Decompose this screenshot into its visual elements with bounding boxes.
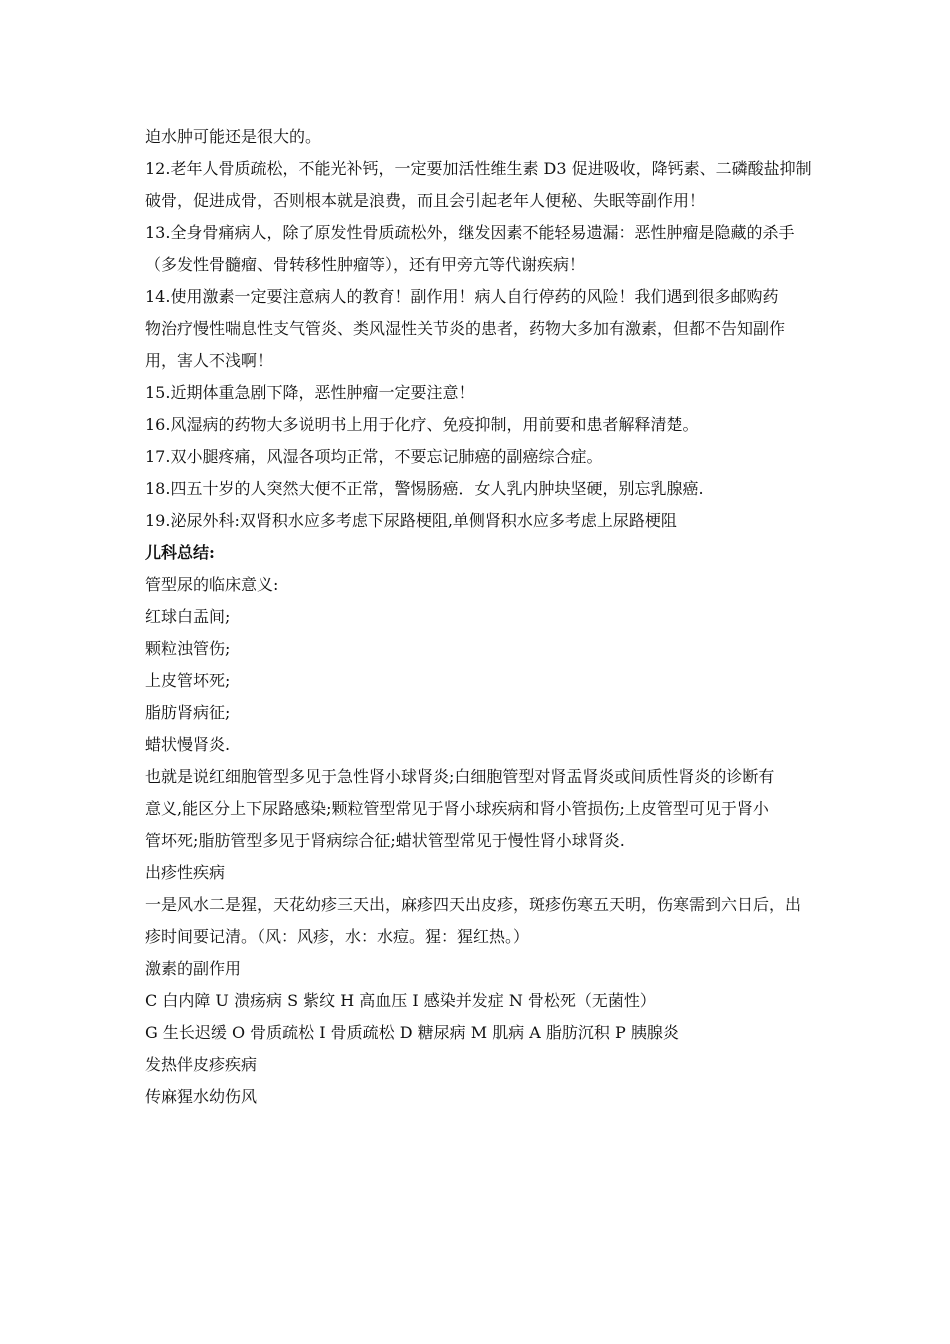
text-line: 上皮管坏死; <box>145 671 231 690</box>
text-line: 传麻猩水幼伤风 <box>145 1087 258 1106</box>
text-line: 激素的副作用 <box>145 959 242 978</box>
text-line: 管坏死;脂肪管型多见于肾病综合征;蜡状管型常见于慢性肾小球肾炎. <box>145 831 625 850</box>
text-line: 14.使用激素一定要注意病人的教育！副作用！病人自行停药的风险！我们遇到很多邮购药 <box>145 287 779 306</box>
text-line: 红球白盂间; <box>145 607 231 626</box>
text-line: 13.全身骨痛病人，除了原发性骨质疏松外，继发因素不能轻易遗漏：恶性肿瘤是隐藏的杀手 <box>145 223 795 242</box>
text-line: G 生长迟缓 O 骨质疏松 I 骨质疏松 D 糖尿病 M 肌病 A 脂肪沉积 P 胰腺炎 <box>145 1023 679 1042</box>
text-line: 物治疗慢性喘息性支气管炎、类风湿性关节炎的患者，药物大多加有激素，但都不告知副作 <box>145 319 786 338</box>
text-line: 17.双小腿疼痛，风湿各项均正常，不要忘记肺癌的副癌综合症。 <box>145 447 603 466</box>
text-line: （多发性骨髓瘤、骨转移性肿瘤等），还有甲旁亢等代谢疾病！ <box>145 255 586 274</box>
text-line: 一是风水二是猩，天花幼疹三天出，麻疹四天出皮疹，斑疹伤寒五天明，伤寒需到六日后，出 <box>145 895 802 914</box>
text-line: 颗粒浊管伤; <box>145 639 231 658</box>
text-line: 破骨，促进成骨，否则根本就是浪费，而且会引起老年人便秘、失眠等副作用！ <box>145 191 706 210</box>
document-body <box>145 121 815 1113</box>
text-line: 19.泌尿外科:双肾积水应多考虑下尿路梗阻,单侧肾积水应多考虑上尿路梗阻 <box>145 511 677 530</box>
text-line: 脂肪肾病征; <box>145 703 231 722</box>
text-line: 用，害人不浅啊！ <box>145 351 274 370</box>
text-line: 管型尿的临床意义: <box>145 575 279 594</box>
text-line: 出疹性疾病 <box>145 863 226 882</box>
text-line: 蜡状慢肾炎. <box>145 735 231 754</box>
text-line: 12.老年人骨质疏松，不能光补钙，一定要加活性维生素 D3 促进吸收，降钙素、二磷酸盐抑制 <box>145 159 812 178</box>
text-line: 16.风湿病的药物大多说明书上用于化疗、免疫抑制，用前要和患者解释清楚。 <box>145 415 699 434</box>
text-line: 发热伴皮疹疾病 <box>145 1055 258 1074</box>
section-heading: 儿科总结: <box>145 543 215 562</box>
text-line: 18.四五十岁的人突然大便不正常，警惕肠癌．女人乳内肿块坚硬，别忘乳腺癌. <box>145 479 704 498</box>
text-line: 15.近期体重急剧下降，恶性肿瘤一定要注意！ <box>145 383 475 402</box>
text-line: 也就是说红细胞管型多见于急性肾小球肾炎;白细胞管型对肾盂肾炎或间质性肾炎的诊断有 <box>145 767 775 786</box>
text-line: 疹时间要记清。（风：风疹，水：水痘。猩：猩红热。） <box>145 927 530 946</box>
text-line: C 白内障 U 溃疡病 S 紫纹 H 高血压 I 感染并发症 N 骨松死（无菌性） <box>145 991 656 1010</box>
text-line: 迫水肿可能还是很大的。 <box>145 127 322 146</box>
text-line: 意义,能区分上下尿路感染;颗粒管型常见于肾小球疾病和肾小管损伤;上皮管型可见于肾小 <box>145 799 769 818</box>
